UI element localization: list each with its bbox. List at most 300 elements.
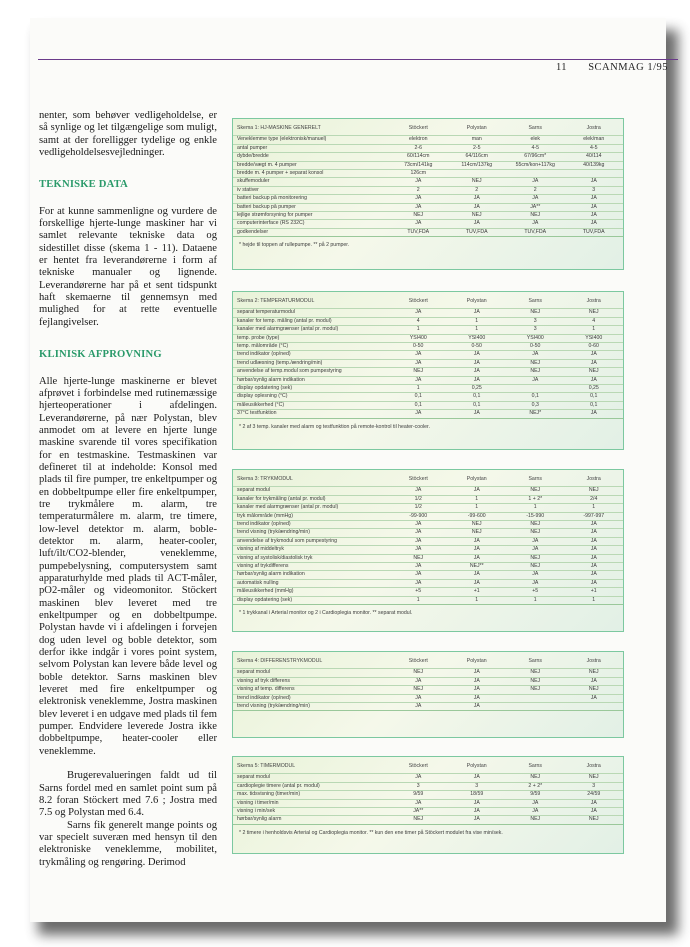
table-cell: NEJ: [530, 487, 541, 494]
row-label: cardioplegie timere (antal pr. modul): [237, 782, 320, 789]
table-cell: 2/4: [590, 495, 598, 502]
row-label: måleusikkerhed (°C): [237, 401, 285, 408]
table-cell: +1: [590, 588, 597, 595]
table-cell: JA: [590, 376, 597, 383]
table-cell: 0,1: [590, 393, 598, 400]
table-cell: man: [471, 136, 482, 143]
table-row: [233, 220, 623, 228]
table-cell: JA: [415, 529, 422, 536]
table-cell: 126cm: [410, 170, 427, 177]
table-cell: JA: [415, 563, 422, 570]
table-cell: 24/59: [587, 791, 601, 798]
column-header: Sarns: [528, 476, 543, 482]
table-cell: 3: [533, 317, 537, 324]
table-cell: JA: [590, 195, 597, 202]
table-cell: JA: [415, 203, 422, 210]
table-cell: NEJ: [471, 178, 482, 185]
row-label: anvendelse af temp.modul som pumpestyring: [237, 368, 342, 375]
table-cell: JA: [415, 410, 422, 417]
paragraph: nenter, som behøver vedligeholdelse, er så synlige og let tilgængelige som muligt, samt at der forelligger tydelige og enkle vedligeholdelsesvejledninger.: [39, 110, 217, 159]
table-cell: -997-997: [583, 512, 605, 519]
table-cell: NEJ: [530, 309, 541, 316]
table-cell: JA: [415, 309, 422, 316]
table-cell: JA: [532, 546, 539, 553]
table-cell: JA: [473, 195, 480, 202]
table-cell: 1/2: [414, 495, 422, 502]
table-box: [232, 469, 624, 632]
table-cell: 60/114cm: [407, 153, 430, 160]
row-label: kanaler med alarmgrænser (antal pr. modul): [237, 326, 339, 333]
table-row: [233, 195, 623, 203]
column-header: Sarns: [528, 658, 543, 664]
table-cell: JA**: [530, 203, 541, 210]
column-header: Stöckert: [408, 476, 428, 482]
table-cell: 0,25: [471, 385, 482, 392]
header-rule: [38, 59, 678, 60]
table-cell: 1: [475, 317, 479, 324]
table-cell: 2: [416, 186, 420, 193]
data-table: [233, 757, 623, 825]
table-row: [233, 317, 623, 325]
table-cell: NEJ: [413, 554, 424, 561]
table-row: [233, 212, 623, 220]
table-cell: 1: [475, 495, 479, 502]
table-cell: 0-50: [471, 343, 482, 350]
table-cell: 0,1: [590, 401, 598, 408]
table-cell: 64/116cm: [465, 153, 488, 160]
table-cell: JA: [590, 521, 597, 528]
table-row: [233, 537, 623, 545]
table-row: [233, 521, 623, 529]
table-cell: JA: [590, 529, 597, 536]
table-cell: JA: [415, 774, 422, 781]
table-cell: +5: [415, 588, 422, 595]
row-label: tryk målområde (mmHg): [237, 512, 293, 519]
column-header: Polystan: [466, 298, 487, 304]
row-label: bredde m. 4 pumper + separat konsol: [237, 170, 324, 177]
table-cell: JA: [590, 808, 597, 815]
table-cell: NEJ: [413, 669, 424, 676]
table-row: [233, 376, 623, 384]
table-cell: TÜV,FDA: [407, 228, 430, 235]
table-cell: YSI400: [585, 334, 603, 341]
table-cell: JA: [473, 579, 480, 586]
table-cell: 1/2: [414, 504, 422, 511]
table-row: [233, 385, 623, 393]
table-cell: NEJ: [588, 816, 599, 823]
row-label: trend visning (tryk/ændring/min): [237, 703, 310, 710]
table-cell: 9/59: [413, 791, 424, 798]
table-cell: 73cm/141kg: [404, 161, 433, 168]
table-row: [233, 153, 623, 161]
table-cell: 0-50: [413, 343, 424, 350]
row-label: batteri backup på monitorering: [237, 195, 308, 202]
table-cell: JA: [473, 220, 480, 227]
table-cell: JA: [415, 195, 422, 202]
table-title: Skema 5: TIMERMODUL: [237, 763, 296, 769]
table-row: [233, 495, 623, 503]
table-cell: JA: [590, 359, 597, 366]
table-row: [233, 669, 623, 677]
table-cell: 1: [533, 504, 537, 511]
table-cell: JA: [473, 669, 480, 676]
table-footnote: * 1 trykkanal i Arterial monitor og 2 i Cardioplegia monitor. ** separat modul.: [239, 610, 413, 617]
column-header: Polystan: [466, 658, 487, 664]
table-title: Skema 2: TEMPERATURMODUL: [237, 298, 315, 304]
table-cell: JA: [590, 694, 597, 701]
table-cell: JA: [415, 376, 422, 383]
row-label: hørbar/synlig alarm: [237, 816, 282, 823]
table-cell: 3: [416, 782, 420, 789]
column-header: Jostra: [586, 298, 601, 304]
table-footnote: * 2 af 3 temp. kanaler med alarm og testfunktion på remote-kontrol til heater-cooler.: [239, 423, 430, 430]
table-row: [233, 816, 623, 824]
row-label: hørbar/synlig alarm indikation: [237, 571, 305, 578]
table-cell: 3: [592, 186, 596, 193]
table-cell: JA: [473, 554, 480, 561]
row-label: visning i min/sek: [237, 808, 276, 815]
table-cell: 2-5: [473, 144, 481, 151]
table-cell: -15-990: [526, 512, 545, 519]
table-cell: 0-50: [530, 343, 541, 350]
table-cell: JA: [590, 537, 597, 544]
table-row: [233, 487, 623, 495]
journal-name: SCANMAG 1/95: [588, 62, 668, 73]
column-header: Polystan: [466, 763, 487, 769]
table-cell: NEJ: [530, 554, 541, 561]
table-cell: JA: [473, 537, 480, 544]
table-row: [233, 343, 623, 351]
table-row: [233, 334, 623, 342]
row-label: computerinterface (RS 232C): [237, 220, 305, 227]
table-cell: JA: [532, 376, 539, 383]
table-cell: JA: [473, 816, 480, 823]
table-cell: JA: [415, 694, 422, 701]
table-row: [233, 203, 623, 211]
table-row: [233, 368, 623, 376]
row-label: bredde/vægt m. 4 pumper: [237, 161, 297, 168]
table-cell: JA: [415, 220, 422, 227]
column-header: Stöckert: [408, 658, 428, 664]
table-cell: NEJ: [413, 368, 424, 375]
table-row: [233, 228, 623, 236]
table-cell: JA: [532, 579, 539, 586]
table-row: [233, 309, 623, 317]
table-cell: +1: [473, 588, 480, 595]
table-cell: 0-60: [588, 343, 599, 350]
table-cell: JA: [473, 703, 480, 710]
row-label: anvendelse af trykmodul som pumpestyring: [237, 537, 338, 544]
table-row: [233, 393, 623, 401]
table-cell: [448, 170, 507, 178]
row-label: max. tidsvisning (timer/min): [237, 791, 301, 798]
row-label: lejlige strømforsyning for pumper: [237, 212, 313, 219]
row-label: visning af temp. differens: [237, 686, 295, 693]
data-table: [233, 652, 623, 711]
table-cell: 4-5: [531, 144, 539, 151]
table-row: [233, 504, 623, 512]
table-cell: JA: [532, 537, 539, 544]
table-title: Skema 3: TRYKMODUL: [237, 476, 293, 482]
table-cell: 3: [475, 782, 479, 789]
table-box: [232, 118, 624, 270]
table-cell: NEJ: [413, 686, 424, 693]
table-cell: 1: [416, 326, 420, 333]
row-label: trend indikator (op/ned): [237, 694, 291, 701]
table-cell: JA: [532, 808, 539, 815]
table-cell: JA: [415, 703, 422, 710]
table-row: [233, 529, 623, 537]
row-label: iv stativer: [237, 186, 259, 193]
table-row: [233, 596, 623, 604]
row-label: separat modul: [237, 669, 270, 676]
table-cell: JA: [415, 537, 422, 544]
table-cell: JA: [590, 554, 597, 561]
table-cell: JA: [532, 220, 539, 227]
table-row: [233, 359, 623, 367]
table-cell: YSI400: [526, 334, 544, 341]
table-cell: NEJ: [588, 686, 599, 693]
table-cell: JA: [415, 487, 422, 494]
data-table: [233, 119, 623, 237]
row-label: trend udlæsning (temp./ændring/min): [237, 359, 323, 366]
table-cell: NEJ: [530, 529, 541, 536]
table-row: [233, 563, 623, 571]
column-header: Stöckert: [408, 125, 428, 131]
table-cell: JA: [590, 546, 597, 553]
paragraph: Alle hjerte-lunge maskinerne er blevet afprøvet i forbindelse med rutinemæssige hjerteoperationer i afdelingen. Leverandørerne, på nær Polystan, blev anmodet om at levere en hjerte lunge maskine svarende til vores specifikation for en testmaskine. Testmaskinen var defineret til at indeholde: Konsol med plads til fire pumper, tre enkeltpumper og en dobbeltpumpe eller fire enkeltpumper, tre trykmålere m. alarm, tre temperaturmålere m. alarm, tre timere, low-level detektor m. alarm, boble-detektor m. alarm, heater-cooler, luft/ilt/CO2-blender, veneklemme, pumpebelysning, computersystem samt apparaturhylde med plads til ACT-måler, pO2-måler og videomonitor. Stöckert maskinen blev leveret med tre enkeltpumper og en dobbeltpumpe. Polystan havde vi i afdelingen i forvejen dog uden level og boble detektor, som derfor ikke indgår i vores point system, selvom Polystan kan levere både level og boble detektor. Sarns maskinen blev leveret med fire enkeltpumper og elektronisk veneklemme, Jostra maskinen blev leveret i en udgave med plads til fem pumper. Endvidere leverede Jostra ikke dobbeltpumpe, heater-cooler eller veneklemme.: [39, 375, 217, 757]
table-cell: -99-900: [409, 512, 428, 519]
row-label: trend indikator (op/ned): [237, 521, 291, 528]
table-cell: JA: [473, 359, 480, 366]
table-cell: TÜV,FDA: [582, 228, 605, 235]
row-label: display oplesning (°C): [237, 393, 288, 400]
table-cell: NEJ: [530, 669, 541, 676]
table-cell: NEJ: [471, 212, 482, 219]
section-heading: KLINISK AFPROVNING: [39, 349, 162, 361]
table-cell: NEJ: [530, 686, 541, 693]
text-column: [39, 110, 217, 869]
table-cell: JA: [590, 677, 597, 684]
table-cell: JA: [473, 410, 480, 417]
table-cell: [506, 170, 565, 178]
table-cell: JA: [415, 579, 422, 586]
table-cell: NEJ: [588, 368, 599, 375]
row-label: visning i timer/min: [237, 799, 279, 806]
table-cell: JA: [590, 563, 597, 570]
table-row: [233, 703, 623, 711]
table-cell: 0,3: [531, 401, 539, 408]
table-cell: JA: [590, 799, 597, 806]
row-label: hørbar/synlig alarm indikation: [237, 376, 305, 383]
table-cell: 0,1: [473, 401, 481, 408]
table-row: [233, 799, 623, 807]
table-cell: JA: [532, 799, 539, 806]
column-header: Sarns: [528, 763, 543, 769]
column-header: Jostra: [586, 476, 601, 482]
row-label: trend visning (tryk/ændring/min): [237, 529, 310, 536]
data-table: [233, 292, 623, 419]
table-cell: NEJ: [530, 359, 541, 366]
table-cell: JA: [532, 178, 539, 185]
table-row: [233, 178, 623, 186]
table-title: Skema 4: DIFFERENSTRYKMODUL: [237, 658, 323, 664]
row-label: kanaler for trykmåling (antal pr. modul): [237, 495, 326, 502]
table-cell: TÜV,FDA: [465, 228, 488, 235]
table-cell: 1: [592, 596, 596, 603]
table-cell: JA: [415, 799, 422, 806]
table-box: [232, 651, 624, 738]
table-cell: [565, 703, 624, 711]
table-cell: JA: [473, 351, 480, 358]
table-cell: NEJ: [471, 521, 482, 528]
row-label: temp. målområde (°C): [237, 343, 289, 350]
table-cell: JA: [473, 203, 480, 210]
table-cell: 1: [533, 596, 537, 603]
row-label: skuffemoduler: [237, 178, 270, 185]
table-row: [233, 808, 623, 816]
column-header: Stöckert: [408, 763, 428, 769]
row-label: display opdatering (sek): [237, 385, 293, 392]
table-row: [233, 144, 623, 152]
table-cell: JA: [415, 521, 422, 528]
table-cell: JA: [590, 579, 597, 586]
table-cell: 0,25: [588, 385, 599, 392]
table-row: [233, 791, 623, 799]
table-cell: JA: [473, 774, 480, 781]
table-cell: JA: [590, 410, 597, 417]
column-header: Sarns: [528, 125, 543, 131]
table-cell: JA: [415, 571, 422, 578]
table-cell: 0,1: [473, 393, 481, 400]
table-cell: 2: [533, 186, 537, 193]
table-cell: JA: [473, 686, 480, 693]
table-title: Skema 1: HJ-MASKINE GENERELT: [237, 125, 321, 131]
table-row: [233, 694, 623, 702]
row-label: trend indikator (op/ned): [237, 351, 291, 358]
table-cell: elek/man: [583, 136, 605, 143]
row-label: separat modul: [237, 487, 270, 494]
table-row: [233, 677, 623, 685]
row-label: antal pumper: [237, 144, 268, 151]
table-cell: JA: [473, 376, 480, 383]
table-cell: JA: [590, 220, 597, 227]
table-cell: JA: [590, 351, 597, 358]
table-cell: JA**: [413, 808, 424, 815]
table-cell: JA: [473, 571, 480, 578]
table-row: [233, 782, 623, 790]
table-cell: 1: [475, 326, 479, 333]
table-cell: 1: [592, 326, 596, 333]
table-row: [233, 161, 623, 169]
table-cell: NEJ**: [469, 563, 484, 570]
table-cell: JA: [473, 677, 480, 684]
table-row: [233, 170, 623, 178]
column-header: Polystan: [466, 125, 487, 131]
table-cell: 9/59: [530, 791, 541, 798]
table-row: [233, 136, 623, 144]
table-row: [233, 401, 623, 409]
table-cell: JA: [473, 808, 480, 815]
table-cell: JA: [473, 368, 480, 375]
table-cell: JA: [532, 571, 539, 578]
table-cell: 1: [592, 504, 596, 511]
page-number: 11: [555, 62, 568, 73]
table-cell: JA: [532, 351, 539, 358]
table-cell: elek: [530, 136, 541, 143]
table-cell: 4: [592, 317, 596, 324]
table-cell: 55cm/kon+117kg: [515, 161, 555, 168]
table-cell: NEJ: [530, 368, 541, 375]
table-cell: JA: [415, 677, 422, 684]
table-cell: NEJ: [530, 563, 541, 570]
table-cell: JA: [473, 799, 480, 806]
table-cell: 1: [475, 504, 479, 511]
table-row: [233, 774, 623, 782]
row-label: batteri backup på pumper: [237, 203, 296, 210]
table-row: [233, 326, 623, 334]
table-cell: YSI400: [409, 334, 427, 341]
table-row: [233, 571, 623, 579]
table-cell: 67/96cm*: [524, 153, 547, 160]
table-footnote: * 2 timere i henholdsvis Arterial og Cardioplegia monitor. ** kun den ene timer på Stöckert modulet fra vise min/sek.: [239, 829, 503, 836]
table-cell: NEJ: [530, 521, 541, 528]
table-cell: JA: [473, 694, 480, 701]
data-table: [233, 470, 623, 605]
table-cell: -99-600: [467, 512, 486, 519]
row-label: visning af systolisk/diastolisk tryk: [237, 554, 313, 561]
column-header: Jostra: [586, 125, 601, 131]
table-row: [233, 186, 623, 194]
section-heading: TEKNISKE DATA: [39, 179, 129, 191]
table-cell: 2 + 2*: [528, 782, 543, 789]
table-row: [233, 579, 623, 587]
table-row: [233, 588, 623, 596]
table-cell: [506, 385, 565, 393]
table-cell: 40/114: [586, 153, 602, 160]
table-cell: NEJ: [530, 774, 541, 781]
row-label: display opdatering (sek): [237, 596, 293, 603]
table-box: [232, 756, 624, 854]
column-header: Stöckert: [408, 298, 428, 304]
row-label: Veneklemme type (elektronisk/manuel): [237, 136, 327, 143]
table-cell: 3: [592, 782, 596, 789]
column-header: Polystan: [466, 476, 487, 482]
row-label: kanaler for temp. måling (antal pr. modul): [237, 317, 332, 324]
table-cell: 4: [416, 317, 420, 324]
table-row: [233, 351, 623, 359]
row-label: visning af middeltryk: [237, 546, 284, 553]
table-cell: NEJ: [588, 669, 599, 676]
paragraph: Brugerevalueringen faldt ud til Sarns fordel med en samlet point sum på 8.2 foran Stöckert med 7.6 ; Jostra med 7.5 og Polystan med 6.4.: [39, 770, 217, 819]
table-cell: JA: [415, 178, 422, 185]
table-row: [233, 410, 623, 418]
table-row: [233, 554, 623, 562]
table-footnote: * hejde til toppen af rullepumpe. ** på 2 pumper.: [239, 242, 350, 249]
row-label: temp. probe (type): [237, 334, 280, 341]
table-cell: 40/139kg: [583, 161, 605, 168]
table-cell: 1 + 2*: [528, 495, 543, 502]
table-cell: 114cm/137kg: [461, 161, 493, 168]
table-cell: JA: [473, 487, 480, 494]
table-cell: 0,1: [414, 401, 422, 408]
row-label: separat modul: [237, 774, 270, 781]
row-label: måleusikkerhed (mmHg): [237, 588, 294, 595]
table-cell: 2-6: [414, 144, 422, 151]
table-cell: [506, 703, 565, 711]
table-cell: NEJ: [471, 529, 482, 536]
row-label: separat temperaturmodul: [237, 309, 295, 316]
